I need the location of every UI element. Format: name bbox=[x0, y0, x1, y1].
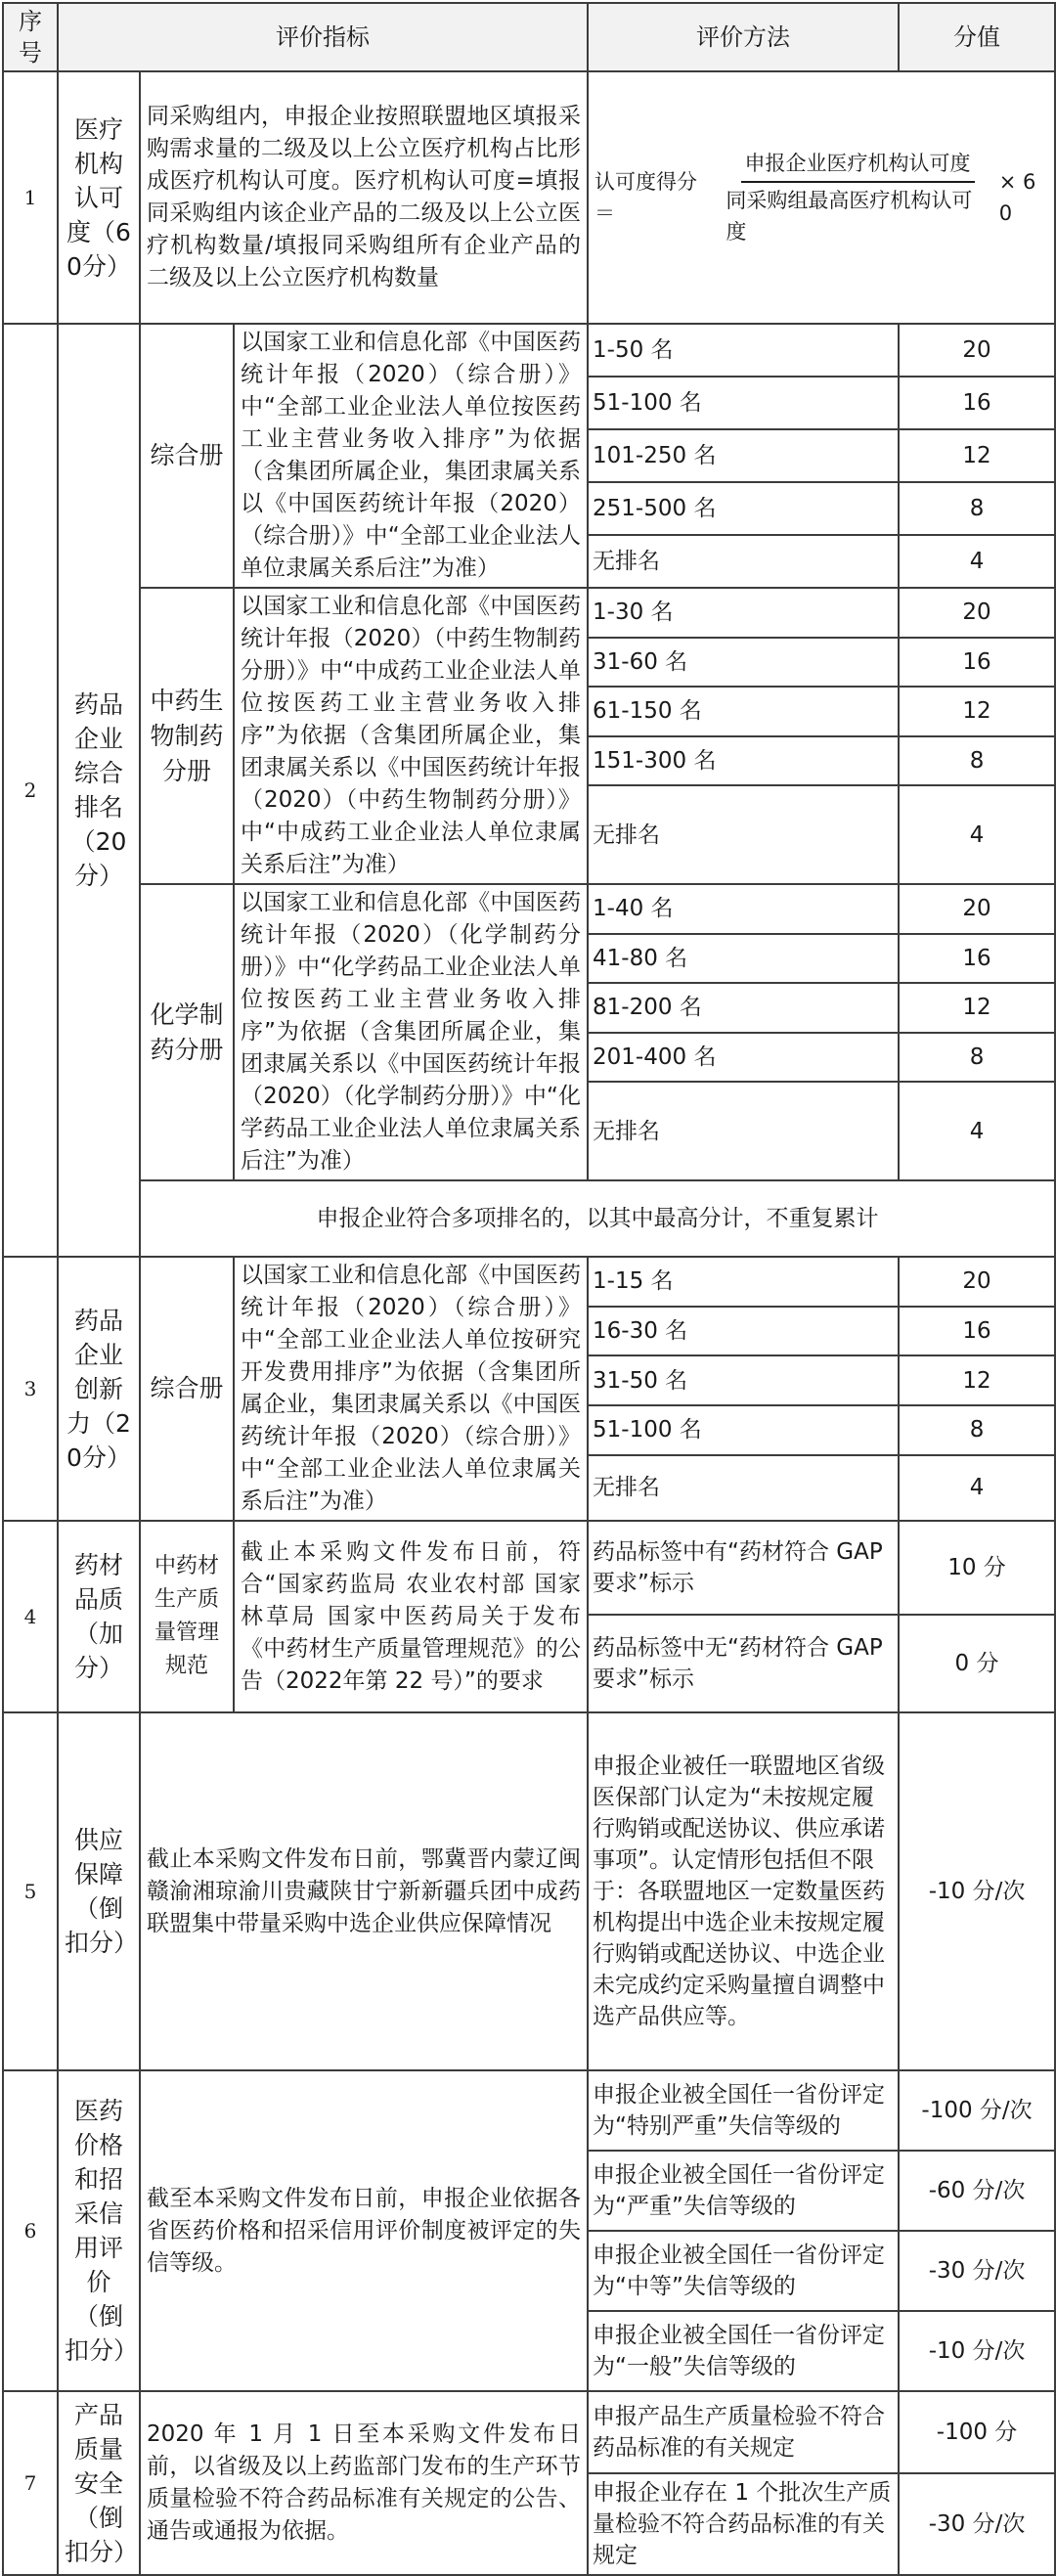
score-formula bbox=[594, 148, 1048, 247]
criteria-cell: 以国家工业和信息化部《中国医药统计年报（2020）（中药生物制药分册）》中“中成药工业企业法人单位按医药工业主营业务收入排序”为依据（含集团所属企业，集团隶属关系以《中国医药统计年报（2020）（中药生物制药分册）》中“中成药工业企业法人单位隶属关系后注”为准） bbox=[234, 588, 588, 884]
method-cell: 申报产品生产质量检验不符合药品标准的有关规定 bbox=[588, 2391, 899, 2473]
score-cell: 10 分 bbox=[899, 1521, 1055, 1615]
formula-cell bbox=[588, 71, 1055, 324]
score-cell: 4 bbox=[899, 785, 1055, 884]
score-cell: -100 分/次 bbox=[899, 2070, 1055, 2151]
category-cell: 医药价格和招采信用评价（倒扣分） bbox=[58, 2070, 140, 2391]
table-row bbox=[3, 1521, 1055, 1615]
score-cell: 4 bbox=[899, 1082, 1055, 1180]
formula-multiplier: × 60 bbox=[998, 170, 1036, 225]
evaluation-table bbox=[2, 2, 1056, 2576]
table-row bbox=[3, 2391, 1055, 2473]
method-cell: 申报企业存在 1 个批次生产质量检验不符合药品标准的有关规定 bbox=[588, 2473, 899, 2575]
score-cell: 20 bbox=[899, 324, 1055, 377]
score-cell: 16 bbox=[899, 638, 1055, 688]
ranking-note: 申报企业符合多项排名的，以其中最高分计，不重复累计 bbox=[140, 1180, 1055, 1257]
table-row bbox=[3, 588, 1055, 638]
category-cell: 药材品质（加分） bbox=[58, 1521, 140, 1712]
method-cell: 101-250 名 bbox=[588, 429, 899, 482]
method-cell: 1-30 名 bbox=[588, 588, 899, 638]
score-cell: 12 bbox=[899, 687, 1055, 736]
score-cell: 8 bbox=[899, 1405, 1055, 1455]
table-row bbox=[3, 324, 1055, 377]
method-cell: 201-400 名 bbox=[588, 1033, 899, 1083]
method-cell: 申报企业被全国任一省份评定为“一般”失信等级的 bbox=[588, 2311, 899, 2391]
category-cell: 供应保障（倒扣分） bbox=[58, 1712, 140, 2070]
method-cell: 31-60 名 bbox=[588, 638, 899, 688]
formula-denominator: 同采购组最高医疗机构认可度 bbox=[726, 189, 973, 244]
subcategory-cell: 中药材生产质量管理规范 bbox=[140, 1521, 234, 1712]
score-cell: 20 bbox=[899, 1257, 1055, 1307]
score-cell: 8 bbox=[899, 482, 1055, 535]
seq-cell: 2 bbox=[3, 324, 58, 1257]
method-cell: 无排名 bbox=[588, 785, 899, 884]
criteria-cell: 同采购组内，申报企业按照联盟地区填报采购需求量的二级及以上公立医疗机构占比形成医疗机构认可度。医疗机构认可度=填报同采购组内该企业产品的二级及以上公立医疗机构数量/填报同采购组所有企业产品的二级及以上公立医疗机构数量 bbox=[140, 71, 588, 324]
method-cell: 申报企业被全国任一省份评定为“特别严重”失信等级的 bbox=[588, 2070, 899, 2151]
score-cell: 20 bbox=[899, 588, 1055, 638]
method-cell: 31-50 名 bbox=[588, 1355, 899, 1405]
criteria-cell: 2020 年 1 月 1 日至本采购文件发布日前，以省级及以上药监部门发布的生产环节质量检验不符合药品标准有关规定的公告、通告或通报为依据。 bbox=[140, 2391, 588, 2575]
score-cell: 12 bbox=[899, 429, 1055, 482]
score-cell: 4 bbox=[899, 535, 1055, 588]
method-cell: 51-100 名 bbox=[588, 1405, 899, 1455]
score-cell: 8 bbox=[899, 1033, 1055, 1083]
method-cell: 151-300 名 bbox=[588, 736, 899, 786]
criteria-cell: 截止本采购文件发布日前，鄂冀晋内蒙辽闽赣渝湘琼渝川贵藏陕甘宁新新疆兵团中成药联盟集中带量采购中选企业供应保障情况 bbox=[140, 1712, 588, 2070]
method-cell: 1-50 名 bbox=[588, 324, 899, 377]
table-row bbox=[3, 1180, 1055, 1257]
seq-cell: 5 bbox=[3, 1712, 58, 2070]
score-cell: 4 bbox=[899, 1455, 1055, 1522]
score-cell: -30 分/次 bbox=[899, 2473, 1055, 2575]
score-cell: -10 分/次 bbox=[899, 1712, 1055, 2070]
score-cell: -60 分/次 bbox=[899, 2151, 1055, 2231]
method-cell: 药品标签中有“药材符合 GAP 要求”标示 bbox=[588, 1521, 899, 1615]
method-cell: 无排名 bbox=[588, 1455, 899, 1522]
criteria-cell: 截止本采购文件发布日前，符合“国家药监局 农业农村部 国家林草局 国家中医药局关于发布《中药材生产质量管理规范》的公告（2022年第 22 号）”的要求 bbox=[234, 1521, 588, 1712]
seq-cell: 1 bbox=[3, 71, 58, 324]
seq-cell: 3 bbox=[3, 1257, 58, 1521]
formula-label: 认可度得分＝ bbox=[594, 170, 698, 225]
score-cell: 12 bbox=[899, 983, 1055, 1033]
score-cell: 16 bbox=[899, 377, 1055, 429]
subcategory-cell: 中药生物制药分册 bbox=[140, 588, 234, 884]
method-cell: 申报企业被任一联盟地区省级医保部门认定为“未按规定履行购销或配送协议、供应承诺事项”。认定情形包括但不限于：各联盟地区一定数量医药机构提出中选企业未按规定履行购销或配送协议、中选企业未完成约定采购量擅自调整中选产品供应等。 bbox=[588, 1712, 899, 2070]
score-cell: 16 bbox=[899, 934, 1055, 984]
table-row bbox=[3, 1257, 1055, 1307]
header-seq: 序号 bbox=[3, 3, 58, 71]
method-cell: 41-80 名 bbox=[588, 934, 899, 984]
subcategory-cell: 综合册 bbox=[140, 324, 234, 588]
method-cell: 药品标签中无“药材符合 GAP 要求”标示 bbox=[588, 1615, 899, 1712]
formula-fraction bbox=[722, 148, 992, 247]
category-cell: 医疗机构认可度（60分） bbox=[58, 71, 140, 324]
method-cell: 1-40 名 bbox=[588, 884, 899, 934]
header-score: 分值 bbox=[899, 3, 1055, 71]
method-cell: 81-200 名 bbox=[588, 983, 899, 1033]
category-cell: 药品企业创新力（20分） bbox=[58, 1257, 140, 1521]
table-row bbox=[3, 884, 1055, 934]
score-cell: 16 bbox=[899, 1307, 1055, 1356]
formula-numerator: 申报企业医疗机构认可度 bbox=[741, 148, 975, 183]
score-cell: 20 bbox=[899, 884, 1055, 934]
criteria-cell: 截至本采购文件发布日前，申报企业依据各省医药价格和招采信用评价制度被评定的失信等级。 bbox=[140, 2070, 588, 2391]
method-cell: 1-15 名 bbox=[588, 1257, 899, 1307]
subcategory-cell: 综合册 bbox=[140, 1257, 234, 1521]
method-cell: 51-100 名 bbox=[588, 377, 899, 429]
score-cell: -30 分/次 bbox=[899, 2231, 1055, 2311]
table-row bbox=[3, 2070, 1055, 2151]
table-row-1 bbox=[3, 71, 1055, 324]
seq-cell: 6 bbox=[3, 2070, 58, 2391]
header-method: 评价方法 bbox=[588, 3, 899, 71]
score-cell: 0 分 bbox=[899, 1615, 1055, 1712]
subcategory-cell: 化学制药分册 bbox=[140, 884, 234, 1180]
score-cell: -10 分/次 bbox=[899, 2311, 1055, 2391]
method-cell: 251-500 名 bbox=[588, 482, 899, 535]
method-cell: 无排名 bbox=[588, 1082, 899, 1180]
method-cell: 申报企业被全国任一省份评定为“严重”失信等级的 bbox=[588, 2151, 899, 2231]
seq-cell: 7 bbox=[3, 2391, 58, 2575]
category-cell: 药品企业综合排名（20分） bbox=[58, 324, 140, 1257]
score-cell: 8 bbox=[899, 736, 1055, 786]
seq-cell: 4 bbox=[3, 1521, 58, 1712]
header-indicator: 评价指标 bbox=[58, 3, 588, 71]
method-cell: 61-150 名 bbox=[588, 687, 899, 736]
score-cell: -100 分 bbox=[899, 2391, 1055, 2473]
method-cell: 16-30 名 bbox=[588, 1307, 899, 1356]
score-cell: 12 bbox=[899, 1355, 1055, 1405]
criteria-cell: 以国家工业和信息化部《中国医药统计年报（2020）（综合册）》中“全部工业企业法人单位按医药工业主营业务收入排序”为依据（含集团所属企业，集团隶属关系以《中国医药统计年报（2020）（综合册）》中“全部工业企业法人单位隶属关系后注”为准） bbox=[234, 324, 588, 588]
header-row bbox=[3, 3, 1055, 71]
table-row bbox=[3, 1712, 1055, 2070]
category-cell: 产品质量安全（倒扣分） bbox=[58, 2391, 140, 2575]
criteria-cell: 以国家工业和信息化部《中国医药统计年报（2020）（化学制药分册）》中“化学药品工业企业法人单位按医药工业主营业务收入排序”为依据（含集团所属企业，集团隶属关系以《中国医药统计年报（2020）（化学制药分册）》中“化学药品工业企业法人单位隶属关系后注”为准） bbox=[234, 884, 588, 1180]
method-cell: 无排名 bbox=[588, 535, 899, 588]
method-cell: 申报企业被全国任一省份评定为“中等”失信等级的 bbox=[588, 2231, 899, 2311]
criteria-cell: 以国家工业和信息化部《中国医药统计年报（2020）（综合册）》中“全部工业企业法人单位按研究开发费用排序”为依据（含集团所属企业，集团隶属关系以《中国医药统计年报（2020）（综合册）》中“全部工业企业法人单位隶属关系后注”为准） bbox=[234, 1257, 588, 1521]
